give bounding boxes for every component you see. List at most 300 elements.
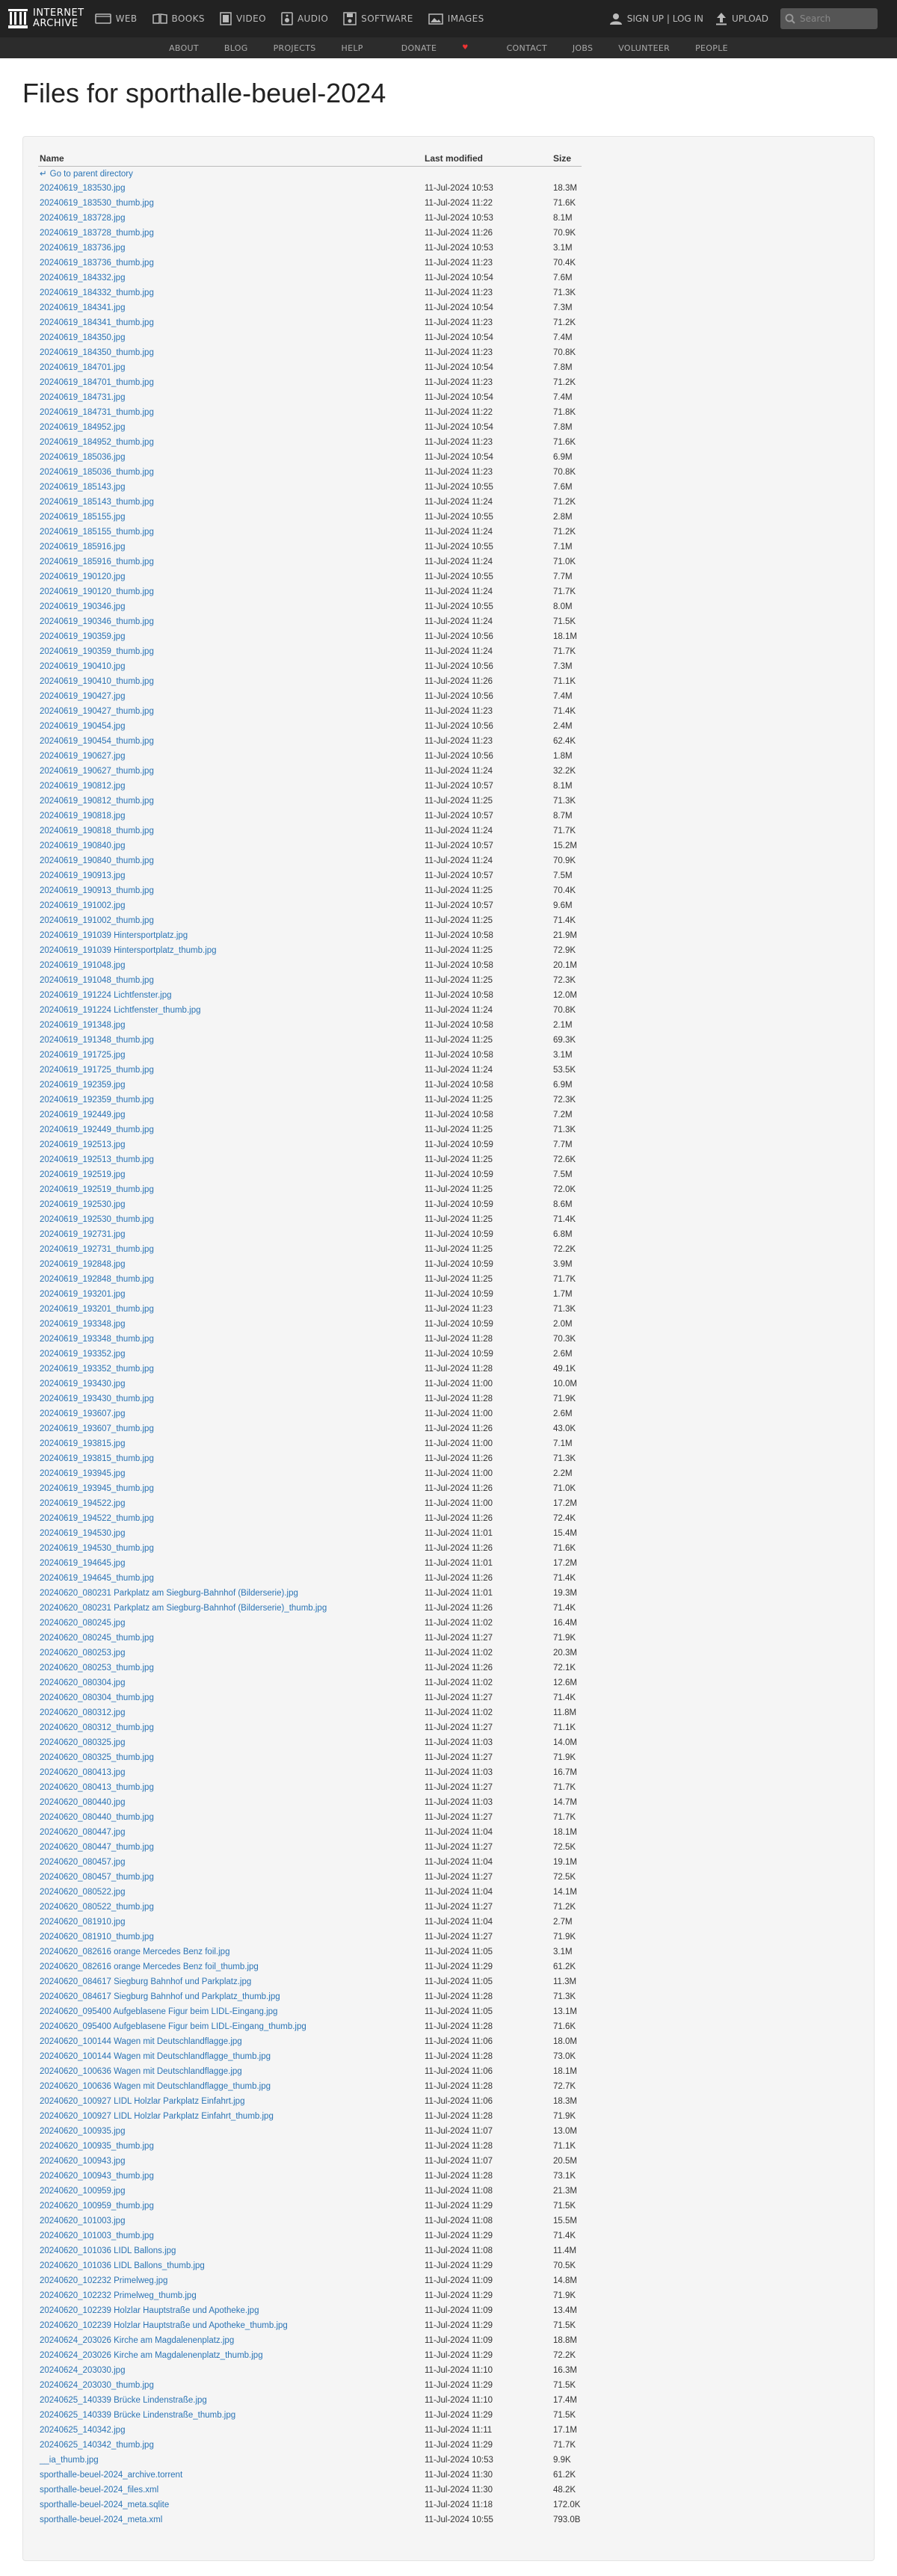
file-name-cell xyxy=(38,241,423,256)
file-link[interactable]: 20240625_140339 Brücke Lindenstraße_thumb.jpg xyxy=(40,2411,236,2420)
last-modified-cell: 11-Jul-2024 11:24 xyxy=(425,827,493,835)
last-modified-cell: 11-Jul-2024 11:00 xyxy=(425,1439,493,1448)
nav-software[interactable] xyxy=(343,12,413,25)
file-link[interactable]: 20240620_080413.jpg xyxy=(40,1768,126,1777)
table-row xyxy=(38,1795,582,1810)
file-link[interactable]: 20240619_184952.jpg xyxy=(40,423,126,432)
last-modified-cell: 11-Jul-2024 11:27 xyxy=(425,1634,493,1643)
file-size-cell: 70.8K xyxy=(553,348,576,357)
file-link[interactable]: 20240620_100144 Wagen mit Deutschlandflagge_thumb.jpg xyxy=(40,2052,271,2061)
file-link[interactable]: 20240619_190454.jpg xyxy=(40,722,126,731)
subnav-blog[interactable]: BLOG xyxy=(224,43,248,53)
file-link[interactable]: 20240619_193348.jpg xyxy=(40,1320,126,1329)
file-link[interactable]: 20240619_184701_thumb.jpg xyxy=(40,378,154,387)
file-link[interactable]: 20240619_184350.jpg xyxy=(40,333,126,342)
file-link[interactable]: 20240625_140342.jpg xyxy=(40,2426,126,2435)
header-size[interactable]: Size xyxy=(552,152,582,166)
file-size-cell: 12.6M xyxy=(553,1678,577,1687)
file-size-cell: 1.8M xyxy=(553,752,573,761)
file-link[interactable]: __ia_thumb.jpg xyxy=(40,2456,99,2465)
file-link[interactable]: 20240619_193352.jpg xyxy=(40,1350,126,1359)
file-link[interactable]: 20240619_193430_thumb.jpg xyxy=(40,1394,154,1403)
file-link[interactable]: 20240620_080312.jpg xyxy=(40,1708,126,1717)
file-name-cell xyxy=(38,629,423,644)
file-link[interactable]: 20240619_184731_thumb.jpg xyxy=(40,408,154,417)
file-link[interactable]: 20240619_192530_thumb.jpg xyxy=(40,1215,154,1224)
file-link[interactable]: 20240620_100636 Wagen mit Deutschlandflagge.jpg xyxy=(40,2067,242,2076)
file-link[interactable]: 20240619_192731_thumb.jpg xyxy=(40,1245,154,1254)
file-link[interactable]: sporthalle-beuel-2024_archive.torrent xyxy=(40,2471,183,2480)
file-link[interactable]: 20240619_192449_thumb.jpg xyxy=(40,1125,154,1134)
file-name-cell xyxy=(38,2408,423,2423)
file-name-cell xyxy=(38,1242,423,1257)
table-row xyxy=(38,1989,582,2004)
file-link[interactable]: 20240619_183736.jpg xyxy=(40,244,126,253)
file-link[interactable]: 20240625_140339 Brücke Lindenstraße.jpg xyxy=(40,2396,207,2405)
file-name-cell xyxy=(38,1272,423,1287)
file-name-cell xyxy=(38,1705,423,1720)
upload-link[interactable] xyxy=(715,12,768,25)
file-link[interactable]: 20240620_100959.jpg xyxy=(40,2187,126,2196)
file-link[interactable]: 20240620_100927 LIDL Holzlar Parkplatz Einfahrt.jpg xyxy=(40,2097,245,2106)
file-name-cell xyxy=(38,2438,423,2453)
file-link[interactable]: 20240620_080457_thumb.jpg xyxy=(40,1873,154,1882)
file-link[interactable]: 20240619_192449.jpg xyxy=(40,1111,126,1119)
file-link[interactable]: 20240619_190346_thumb.jpg xyxy=(40,617,154,626)
file-link[interactable]: 20240620_080253.jpg xyxy=(40,1649,126,1658)
file-link[interactable]: 20240619_190427_thumb.jpg xyxy=(40,707,154,716)
file-link[interactable]: 20240619_191002_thumb.jpg xyxy=(40,916,154,925)
file-name-cell xyxy=(38,390,423,405)
file-link[interactable]: 20240619_193352_thumb.jpg xyxy=(40,1365,154,1374)
file-link[interactable]: 20240619_190120.jpg xyxy=(40,572,126,581)
file-link[interactable]: 20240619_184952_thumb.jpg xyxy=(40,438,154,447)
file-link[interactable]: 20240619_183728_thumb.jpg xyxy=(40,229,154,238)
file-link[interactable]: 20240619_184341_thumb.jpg xyxy=(40,318,154,327)
file-link[interactable]: 20240619_185155_thumb.jpg xyxy=(40,528,154,537)
last-modified-cell: 11-Jul-2024 11:25 xyxy=(425,1185,493,1194)
file-name-cell xyxy=(38,285,423,300)
file-name-cell xyxy=(38,1526,423,1541)
file-link[interactable]: 20240619_190359_thumb.jpg xyxy=(40,647,154,656)
nav-books[interactable] xyxy=(152,13,205,24)
file-name-cell xyxy=(38,2363,423,2378)
last-modified-cell: 11-Jul-2024 10:56 xyxy=(425,662,493,671)
file-link[interactable]: 20240620_102239 Holzlar Hauptstraße und Apotheke_thumb.jpg xyxy=(40,2321,288,2330)
file-link[interactable]: 20240620_100943_thumb.jpg xyxy=(40,2172,154,2181)
file-link[interactable]: 20240620_084617 Siegburg Bahnhof und Parkplatz_thumb.jpg xyxy=(40,1992,280,2001)
table-row xyxy=(38,1556,582,1571)
file-link[interactable]: 20240619_191224 Lichtfenster_thumb.jpg xyxy=(40,1006,201,1015)
file-link[interactable]: 20240620_100935.jpg xyxy=(40,2127,126,2136)
file-name-cell xyxy=(38,2393,423,2408)
file-name-cell xyxy=(38,1377,423,1392)
file-link[interactable]: 20240620_080522.jpg xyxy=(40,1888,126,1897)
secondary-navigation xyxy=(0,37,897,58)
nav-web[interactable] xyxy=(95,13,138,24)
file-link[interactable]: 20240624_203030.jpg xyxy=(40,2366,126,2375)
file-name-cell xyxy=(38,1302,423,1317)
file-size-cell: 13.1M xyxy=(553,2007,577,2016)
file-link[interactable]: 20240619_194645.jpg xyxy=(40,1559,126,1568)
file-link[interactable]: 20240619_191002.jpg xyxy=(40,901,126,910)
parent-directory-link[interactable] xyxy=(40,170,133,179)
file-name-cell xyxy=(38,794,423,809)
file-link[interactable]: 20240620_100636 Wagen mit Deutschlandflagge_thumb.jpg xyxy=(40,2082,271,2091)
last-modified-cell: 11-Jul-2024 10:55 xyxy=(425,572,493,581)
file-name-cell xyxy=(38,2109,423,2124)
nav-audio[interactable] xyxy=(281,12,328,25)
subnav-jobs[interactable]: JOBS xyxy=(572,43,594,53)
file-link[interactable]: 20240619_193945.jpg xyxy=(40,1469,126,1478)
file-size-cell: 2.7M xyxy=(553,1918,573,1927)
subnav-projects[interactable]: PROJECTS xyxy=(273,43,316,53)
file-link[interactable]: 20240619_190454_thumb.jpg xyxy=(40,737,154,746)
file-size-cell: 71.3K xyxy=(553,1305,576,1314)
file-link[interactable]: 20240620_080304.jpg xyxy=(40,1678,126,1687)
file-link[interactable]: sporthalle-beuel-2024_files.xml xyxy=(40,2486,159,2495)
table-row xyxy=(38,2228,582,2243)
last-modified-cell: 11-Jul-2024 11:23 xyxy=(425,378,493,387)
file-name-cell xyxy=(38,2512,423,2527)
last-modified-cell: 11-Jul-2024 11:27 xyxy=(425,1873,493,1882)
file-name-cell xyxy=(38,1675,423,1690)
file-link[interactable]: 20240619_192359.jpg xyxy=(40,1081,126,1090)
file-link[interactable]: 20240619_190840.jpg xyxy=(40,841,126,850)
table-row xyxy=(38,1003,582,1018)
subnav-donate[interactable] xyxy=(389,43,481,53)
file-link[interactable]: 20240620_102232 Primelweg.jpg xyxy=(40,2276,168,2285)
last-modified-cell: 11-Jul-2024 11:25 xyxy=(425,1036,493,1045)
file-link[interactable]: 20240619_185143.jpg xyxy=(40,483,126,492)
file-link[interactable]: 20240619_190427.jpg xyxy=(40,692,126,701)
file-link[interactable]: 20240619_191224 Lichtfenster.jpg xyxy=(40,991,172,1000)
file-link[interactable]: 20240619_190818.jpg xyxy=(40,812,126,821)
file-link[interactable]: 20240619_193348_thumb.jpg xyxy=(40,1335,154,1344)
internet-archive-logo[interactable] xyxy=(7,8,84,29)
file-link[interactable]: 20240619_193430.jpg xyxy=(40,1380,126,1389)
file-link[interactable]: 20240619_190818_thumb.jpg xyxy=(40,827,154,835)
last-modified-cell: 11-Jul-2024 11:25 xyxy=(425,1096,493,1105)
file-link[interactable]: 20240619_192519_thumb.jpg xyxy=(40,1185,154,1194)
file-link[interactable]: 20240624_203030_thumb.jpg xyxy=(40,2381,154,2390)
file-size-cell: 7.3M xyxy=(553,662,573,671)
file-link[interactable]: 20240619_191725_thumb.jpg xyxy=(40,1066,154,1075)
file-link[interactable]: 20240619_193815.jpg xyxy=(40,1439,126,1448)
file-size-cell: 7.2M xyxy=(553,1111,573,1119)
table-row xyxy=(38,2318,582,2333)
file-name-cell xyxy=(38,1556,423,1571)
file-link[interactable]: 20240619_190346.jpg xyxy=(40,602,126,611)
file-link[interactable]: 20240620_101003.jpg xyxy=(40,2217,126,2226)
file-link[interactable]: 20240620_100144 Wagen mit Deutschlandflagge.jpg xyxy=(40,2037,242,2046)
subnav-about[interactable]: ABOUT xyxy=(169,43,199,53)
file-link[interactable]: 20240619_194522_thumb.jpg xyxy=(40,1514,154,1523)
file-size-cell: 72.3K xyxy=(553,976,576,985)
file-size-cell: 70.9K xyxy=(553,856,576,865)
file-link[interactable]: 20240619_185916.jpg xyxy=(40,543,126,552)
file-link[interactable]: 20240619_190359.jpg xyxy=(40,632,126,641)
file-link[interactable]: 20240620_080231 Parkplatz am Siegburg-Bahnhof (Bilderserie)_thumb.jpg xyxy=(40,1604,327,1613)
file-link[interactable]: 20240620_100927 LIDL Holzlar Parkplatz Einfahrt_thumb.jpg xyxy=(40,2112,274,2121)
last-modified-cell: 11-Jul-2024 11:05 xyxy=(425,1977,493,1986)
table-row xyxy=(38,928,582,943)
file-link[interactable]: 20240619_193815_thumb.jpg xyxy=(40,1454,154,1463)
file-size-cell: 15.2M xyxy=(553,841,577,850)
last-modified-cell: 11-Jul-2024 10:55 xyxy=(425,602,493,611)
last-modified-cell: 11-Jul-2024 10:53 xyxy=(425,184,493,193)
file-link[interactable]: 20240619_191039 Hintersportplatz.jpg xyxy=(40,931,188,940)
file-link[interactable]: 20240619_192519.jpg xyxy=(40,1170,126,1179)
last-modified-cell: 11-Jul-2024 11:26 xyxy=(425,1604,493,1613)
file-link[interactable]: 20240619_192848_thumb.jpg xyxy=(40,1275,154,1284)
file-link[interactable]: 20240619_192513.jpg xyxy=(40,1140,126,1149)
file-size-cell: 72.9K xyxy=(553,946,576,955)
file-link[interactable]: 20240619_193201.jpg xyxy=(40,1290,126,1299)
file-link[interactable]: 20240619_192530.jpg xyxy=(40,1200,126,1209)
file-size-cell: 71.2K xyxy=(553,318,576,327)
file-name-cell xyxy=(38,2154,423,2169)
file-link[interactable]: 20240620_095400 Aufgeblasene Figur beim LIDL-Eingang.jpg xyxy=(40,2007,278,2016)
file-link[interactable]: 20240619_194530_thumb.jpg xyxy=(40,1544,154,1553)
last-modified-cell: 11-Jul-2024 10:58 xyxy=(425,931,493,940)
subnav-help[interactable]: HELP xyxy=(341,43,363,53)
file-size-cell: 71.3K xyxy=(553,797,576,806)
file-name-cell xyxy=(38,1003,423,1018)
last-modified-cell: 11-Jul-2024 11:18 xyxy=(425,2501,493,2509)
file-link[interactable]: 20240619_193607.jpg xyxy=(40,1409,126,1418)
file-link[interactable]: 20240620_080325.jpg xyxy=(40,1738,126,1747)
last-modified-cell: 11-Jul-2024 11:04 xyxy=(425,1858,493,1867)
file-link[interactable]: 20240620_082616 orange Mercedes Benz foil.jpg xyxy=(40,1948,230,1956)
file-link[interactable]: 20240620_081910_thumb.jpg xyxy=(40,1933,154,1942)
last-modified-cell: 11-Jul-2024 10:59 xyxy=(425,1260,493,1269)
file-link[interactable]: 20240620_080325_thumb.jpg xyxy=(40,1753,154,1762)
file-size-cell: 3.1M xyxy=(553,1948,573,1956)
file-link[interactable]: 20240620_080245_thumb.jpg xyxy=(40,1634,154,1643)
file-link[interactable]: 20240620_080440.jpg xyxy=(40,1798,126,1807)
file-link[interactable]: 20240620_080413_thumb.jpg xyxy=(40,1783,154,1792)
file-link[interactable]: 20240619_190812_thumb.jpg xyxy=(40,797,154,806)
subnav-contact[interactable]: CONTACT xyxy=(506,43,547,53)
file-link[interactable]: 20240619_194645_thumb.jpg xyxy=(40,1574,154,1583)
file-link[interactable]: 20240619_190410.jpg xyxy=(40,662,126,671)
file-link[interactable]: 20240620_084617 Siegburg Bahnhof und Parkplatz.jpg xyxy=(40,1977,252,1986)
file-link[interactable]: 20240619_183530.jpg xyxy=(40,184,126,193)
file-link[interactable]: 20240619_184701.jpg xyxy=(40,363,126,372)
file-link[interactable]: 20240619_184332.jpg xyxy=(40,274,126,282)
file-link[interactable]: 20240619_194530.jpg xyxy=(40,1529,126,1538)
file-link[interactable]: 20240619_185036_thumb.jpg xyxy=(40,468,154,477)
file-link[interactable]: 20240619_192359_thumb.jpg xyxy=(40,1096,154,1105)
table-row xyxy=(38,375,582,390)
table-row xyxy=(38,2498,582,2512)
file-link[interactable]: 20240619_190627.jpg xyxy=(40,752,126,761)
table-row xyxy=(38,285,582,300)
table-row xyxy=(38,2094,582,2109)
speaker-icon xyxy=(281,12,293,25)
file-link[interactable]: 20240620_101003_thumb.jpg xyxy=(40,2231,154,2240)
table-row xyxy=(38,256,582,271)
file-name-cell xyxy=(38,181,423,196)
file-size-cell: 70.4K xyxy=(553,886,576,895)
file-link[interactable]: 20240619_185143_thumb.jpg xyxy=(40,498,154,507)
last-modified-cell: 11-Jul-2024 10:54 xyxy=(425,423,493,432)
file-size-cell: 17.4M xyxy=(553,2396,577,2405)
file-link[interactable]: 20240620_080231 Parkplatz am Siegburg-Bahnhof (Bilderserie).jpg xyxy=(40,1589,298,1598)
signup-login-link[interactable] xyxy=(609,12,703,25)
file-link[interactable]: 20240620_080304_thumb.jpg xyxy=(40,1693,154,1702)
subnav-people[interactable]: PEOPLE xyxy=(695,43,728,53)
file-name-cell xyxy=(38,315,423,330)
file-link[interactable]: 20240619_193201_thumb.jpg xyxy=(40,1305,154,1314)
nav-images[interactable] xyxy=(428,13,484,25)
file-link[interactable]: 20240619_191048_thumb.jpg xyxy=(40,976,154,985)
file-size-cell: 72.4K xyxy=(553,1514,576,1523)
file-link[interactable]: 20240624_203026 Kirche am Magdalenenplatz_thumb.jpg xyxy=(40,2351,263,2360)
file-link[interactable]: 20240620_102239 Holzlar Hauptstraße und Apotheke.jpg xyxy=(40,2306,259,2315)
file-size-cell: 7.7M xyxy=(553,1140,573,1149)
file-name-cell xyxy=(38,1959,423,1974)
file-size-cell: 71.2K xyxy=(553,1903,576,1912)
file-link[interactable]: 20240620_080447_thumb.jpg xyxy=(40,1843,154,1852)
file-name-cell xyxy=(38,480,423,495)
file-link[interactable]: 20240619_192848.jpg xyxy=(40,1260,126,1269)
table-row xyxy=(38,1272,582,1287)
file-link[interactable]: 20240619_185036.jpg xyxy=(40,453,126,462)
file-link[interactable]: 20240620_100959_thumb.jpg xyxy=(40,2202,154,2211)
table-row xyxy=(38,2288,582,2303)
last-modified-cell: 11-Jul-2024 11:00 xyxy=(425,1409,493,1418)
file-link[interactable]: 20240619_192731.jpg xyxy=(40,1230,126,1239)
file-name-cell xyxy=(38,1945,423,1959)
file-link[interactable]: 20240619_190840_thumb.jpg xyxy=(40,856,154,865)
file-link[interactable]: 20240619_183530_thumb.jpg xyxy=(40,199,154,208)
file-size-cell: 43.0K xyxy=(553,1424,576,1433)
file-link[interactable]: 20240619_190913.jpg xyxy=(40,871,126,880)
file-link[interactable]: 20240620_095400 Aufgeblasene Figur beim LIDL-Eingang_thumb.jpg xyxy=(40,2022,306,2031)
file-size-cell: 61.2K xyxy=(553,1962,576,1971)
file-link[interactable]: 20240619_193607_thumb.jpg xyxy=(40,1424,154,1433)
file-link[interactable]: 20240620_080312_thumb.jpg xyxy=(40,1723,154,1732)
file-link[interactable]: 20240620_100943.jpg xyxy=(40,2157,126,2166)
table-row xyxy=(38,629,582,644)
table-row xyxy=(38,1137,582,1152)
file-link[interactable]: 20240620_080447.jpg xyxy=(40,1828,126,1837)
file-link[interactable]: 20240619_183736_thumb.jpg xyxy=(40,259,154,268)
nav-software-label: SOFTWARE xyxy=(361,13,413,24)
last-modified-cell: 11-Jul-2024 11:25 xyxy=(425,1245,493,1254)
file-link[interactable]: 20240619_194522.jpg xyxy=(40,1499,126,1508)
last-modified-cell: 11-Jul-2024 11:06 xyxy=(425,2097,493,2106)
file-link[interactable]: 20240619_193945_thumb.jpg xyxy=(40,1484,154,1493)
file-name-cell xyxy=(38,2288,423,2303)
file-link[interactable]: 20240619_190812.jpg xyxy=(40,782,126,791)
file-link[interactable]: 20240619_190627_thumb.jpg xyxy=(40,767,154,776)
file-size-cell: 71.9K xyxy=(553,1753,576,1762)
file-link[interactable]: sporthalle-beuel-2024_meta.sqlite xyxy=(40,2501,170,2509)
file-link[interactable]: 20240619_191725.jpg xyxy=(40,1051,126,1060)
file-size-cell: 2.6M xyxy=(553,1409,573,1418)
last-modified-cell: 11-Jul-2024 10:55 xyxy=(425,543,493,552)
file-link[interactable]: 20240620_101036 LIDL Ballons_thumb.jpg xyxy=(40,2261,205,2270)
file-link[interactable]: 20240620_080245.jpg xyxy=(40,1619,126,1628)
table-row xyxy=(38,1302,582,1317)
file-link[interactable]: 20240619_184341.jpg xyxy=(40,303,126,312)
file-link[interactable]: 20240619_190120_thumb.jpg xyxy=(40,587,154,596)
table-row xyxy=(38,1750,582,1765)
file-link[interactable]: 20240619_184731.jpg xyxy=(40,393,126,402)
file-name-cell xyxy=(38,2064,423,2079)
file-link[interactable]: 20240619_184332_thumb.jpg xyxy=(40,288,154,297)
file-link[interactable]: 20240619_190913_thumb.jpg xyxy=(40,886,154,895)
file-link[interactable]: sporthalle-beuel-2024_meta.xml xyxy=(40,2515,163,2524)
file-link[interactable]: 20240625_140342_thumb.jpg xyxy=(40,2441,154,2450)
file-link[interactable]: 20240620_081910.jpg xyxy=(40,1918,126,1927)
file-link[interactable]: 20240619_191048.jpg xyxy=(40,961,126,970)
file-link[interactable]: 20240619_190410_thumb.jpg xyxy=(40,677,154,686)
file-size-cell: 16.3M xyxy=(553,2366,577,2375)
last-modified-cell: 11-Jul-2024 11:01 xyxy=(425,1589,493,1598)
header-name[interactable]: Name xyxy=(38,152,423,166)
file-link[interactable]: 20240620_080457.jpg xyxy=(40,1858,126,1867)
file-link[interactable]: 20240619_191348_thumb.jpg xyxy=(40,1036,154,1045)
file-size-cell: 9.9K xyxy=(553,2456,571,2465)
file-size-cell: 2.6M xyxy=(553,1350,573,1359)
last-modified-cell: 11-Jul-2024 11:00 xyxy=(425,1380,493,1389)
last-modified-cell: 11-Jul-2024 11:02 xyxy=(425,1708,493,1717)
file-link[interactable]: 20240620_080253_thumb.jpg xyxy=(40,1664,154,1672)
last-modified-cell: 11-Jul-2024 11:23 xyxy=(425,468,493,477)
file-link[interactable]: 20240619_191039 Hintersportplatz_thumb.jpg xyxy=(40,946,217,955)
file-link[interactable]: 20240619_183728.jpg xyxy=(40,214,126,223)
table-row xyxy=(38,569,582,584)
file-link[interactable]: 20240620_100935_thumb.jpg xyxy=(40,2142,154,2151)
file-name-cell xyxy=(38,868,423,883)
file-link[interactable]: 20240619_192513_thumb.jpg xyxy=(40,1155,154,1164)
file-size-cell: 71.4K xyxy=(553,2231,576,2240)
header-last-modified[interactable]: Last modified xyxy=(423,152,552,166)
file-link[interactable]: 20240620_102232 Primelweg_thumb.jpg xyxy=(40,2291,197,2300)
file-link[interactable]: 20240619_185916_thumb.jpg xyxy=(40,557,154,566)
table-row xyxy=(38,1466,582,1481)
file-size-cell: 70.8K xyxy=(553,468,576,477)
parent-directory-label: Go to parent directory xyxy=(49,170,133,179)
file-link[interactable]: 20240620_082616 orange Mercedes Benz foil_thumb.jpg xyxy=(40,1962,259,1971)
search-input[interactable] xyxy=(780,8,878,29)
last-modified-cell: 11-Jul-2024 10:54 xyxy=(425,274,493,282)
file-link[interactable]: 20240624_203026 Kirche am Magdalenenplatz.jpg xyxy=(40,2336,235,2345)
file-link[interactable]: 20240619_184350_thumb.jpg xyxy=(40,348,154,357)
file-name-cell xyxy=(38,1586,423,1601)
last-modified-cell: 11-Jul-2024 11:22 xyxy=(425,408,493,417)
file-table xyxy=(38,152,582,2527)
file-name-cell xyxy=(38,1511,423,1526)
file-size-cell: 16.4M xyxy=(553,1619,577,1628)
table-row xyxy=(38,1900,582,1915)
subnav-volunteer[interactable]: VOLUNTEER xyxy=(618,43,671,53)
file-link[interactable]: 20240620_101036 LIDL Ballons.jpg xyxy=(40,2246,176,2255)
file-link[interactable]: 20240620_080440_thumb.jpg xyxy=(40,1813,154,1822)
last-modified-cell: 11-Jul-2024 10:55 xyxy=(425,2515,493,2524)
parent-directory-cell xyxy=(38,166,582,181)
file-link[interactable]: 20240620_080522_thumb.jpg xyxy=(40,1903,154,1912)
nav-video[interactable] xyxy=(220,12,266,25)
file-name-cell xyxy=(38,973,423,988)
file-name-cell xyxy=(38,1795,423,1810)
file-link[interactable]: 20240619_191348.jpg xyxy=(40,1021,126,1030)
file-link[interactable]: 20240619_185155.jpg xyxy=(40,513,126,522)
